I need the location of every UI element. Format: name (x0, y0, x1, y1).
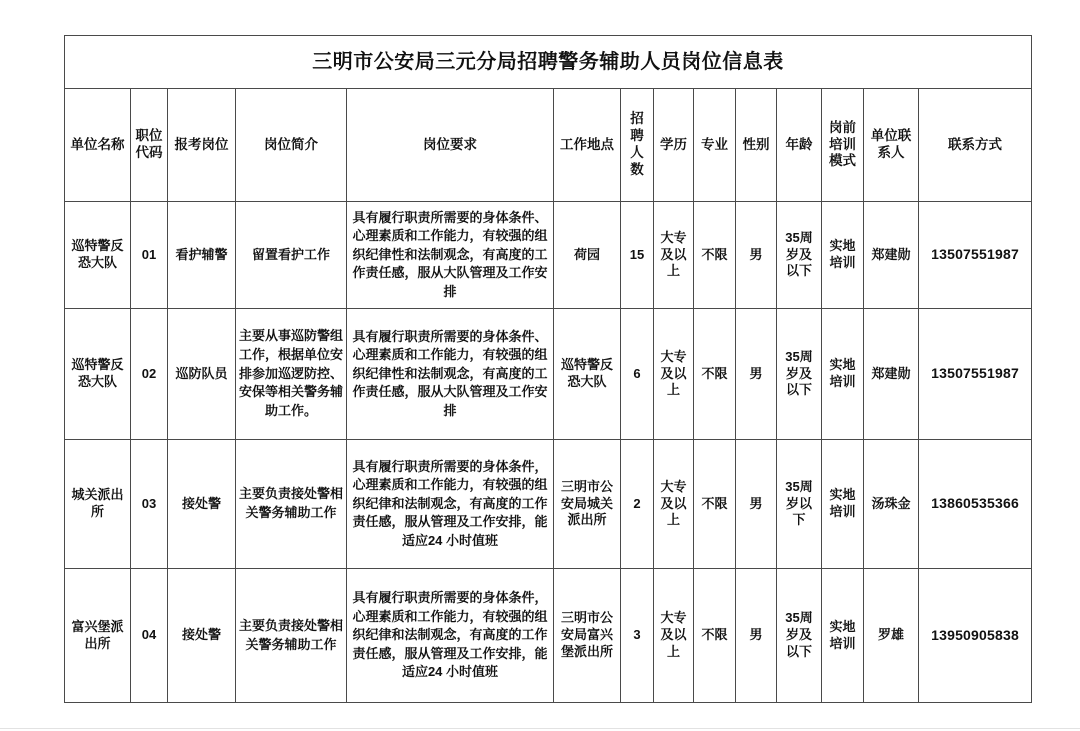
cell-place: 巡特警反恐大队 (554, 309, 621, 440)
cell-post: 接处警 (168, 440, 236, 569)
cell-training: 实地培训 (822, 440, 864, 569)
cell-education: 大专及以上 (654, 569, 694, 703)
cell-major: 不限 (694, 440, 736, 569)
cell-age: 35周岁及以下 (777, 309, 822, 440)
cell-post: 巡防队员 (168, 309, 236, 440)
cell-training: 实地培训 (822, 309, 864, 440)
cell-requirement: 具有履行职责所需要的身体条件，心理素质和工作能力，有较强的组织纪律和法制观念，有高度的工作责任感，服从管理及工作安排，能适应24 小时值班 (347, 569, 554, 703)
column-header-code: 职位代码 (131, 89, 168, 202)
cell-education: 大专及以上 (654, 309, 694, 440)
job-information-table (64, 35, 1032, 703)
cell-brief: 主要负责接处警相关警务辅助工作 (236, 569, 347, 703)
table-row (65, 309, 1032, 440)
cell-count: 6 (621, 309, 654, 440)
cell-code: 04 (131, 569, 168, 703)
table-row (65, 440, 1032, 569)
cell-age: 35周岁及以下 (777, 569, 822, 703)
cell-contact-person: 汤珠金 (864, 440, 919, 569)
cell-brief: 主要负责接处警相关警务辅助工作 (236, 440, 347, 569)
cell-training: 实地培训 (822, 202, 864, 309)
column-header-count: 招聘人数 (621, 89, 654, 202)
page-title: 三明市公安局三元分局招聘警务辅助人员岗位信息表 (65, 36, 1032, 89)
cell-contact-method: 13860535366 (919, 440, 1032, 569)
cell-education: 大专及以上 (654, 202, 694, 309)
column-header-requirement: 岗位要求 (347, 89, 554, 202)
column-header-age: 年龄 (777, 89, 822, 202)
cell-brief: 主要从事巡防警组工作，根据单位安排参加巡逻防控、安保等相关警务辅助工作。 (236, 309, 347, 440)
cell-unit: 富兴堡派出所 (65, 569, 131, 703)
table-header-row (65, 89, 1032, 202)
cell-post: 看护辅警 (168, 202, 236, 309)
cell-training: 实地培训 (822, 569, 864, 703)
cell-contact-person: 郑建勋 (864, 202, 919, 309)
cell-major: 不限 (694, 309, 736, 440)
cell-requirement: 具有履行职责所需要的身体条件，心理素质和工作能力，有较强的组织纪律和法制观念，有高度的工作责任感，服从管理及工作安排，能适应24 小时值班 (347, 440, 554, 569)
cell-contact-method: 13507551987 (919, 202, 1032, 309)
cell-brief: 留置看护工作 (236, 202, 347, 309)
column-header-place: 工作地点 (554, 89, 621, 202)
cell-age: 35周岁及以下 (777, 202, 822, 309)
cell-code: 01 (131, 202, 168, 309)
cell-major: 不限 (694, 569, 736, 703)
cell-contact-method: 13507551987 (919, 309, 1032, 440)
column-header-unit: 单位名称 (65, 89, 131, 202)
column-header-brief: 岗位简介 (236, 89, 347, 202)
cell-place: 三明市公安局富兴堡派出所 (554, 569, 621, 703)
cell-place: 三明市公安局城关派出所 (554, 440, 621, 569)
column-header-training: 岗前培训模式 (822, 89, 864, 202)
cell-gender: 男 (736, 202, 777, 309)
cell-gender: 男 (736, 309, 777, 440)
table-title-row (65, 36, 1032, 89)
column-header-post: 报考岗位 (168, 89, 236, 202)
cell-gender: 男 (736, 440, 777, 569)
cell-major: 不限 (694, 202, 736, 309)
cell-count: 3 (621, 569, 654, 703)
cell-contact-person: 罗雄 (864, 569, 919, 703)
column-header-gender: 性别 (736, 89, 777, 202)
cell-education: 大专及以上 (654, 440, 694, 569)
cell-unit: 城关派出所 (65, 440, 131, 569)
cell-contact-person: 郑建勋 (864, 309, 919, 440)
cell-requirement: 具有履行职责所需要的身体条件、心理素质和工作能力，有较强的组织纪律性和法制观念，有高度的工作责任感，服从大队管理及工作安排 (347, 309, 554, 440)
table-row (65, 202, 1032, 309)
cell-unit: 巡特警反恐大队 (65, 309, 131, 440)
cell-place: 荷园 (554, 202, 621, 309)
column-header-education: 学历 (654, 89, 694, 202)
column-header-major: 专业 (694, 89, 736, 202)
column-header-contact-method: 联系方式 (919, 89, 1032, 202)
cell-unit: 巡特警反恐大队 (65, 202, 131, 309)
cell-gender: 男 (736, 569, 777, 703)
cell-requirement: 具有履行职责所需要的身体条件、心理素质和工作能力，有较强的组织纪律性和法制观念，有高度的工作责任感，服从大队管理及工作安排 (347, 202, 554, 309)
table-row (65, 569, 1032, 703)
cell-code: 03 (131, 440, 168, 569)
cell-contact-method: 13950905838 (919, 569, 1032, 703)
page-bottom-divider (0, 728, 1080, 729)
cell-count: 2 (621, 440, 654, 569)
column-header-contact-person: 单位联系人 (864, 89, 919, 202)
cell-age: 35周岁以下 (777, 440, 822, 569)
cell-post: 接处警 (168, 569, 236, 703)
cell-count: 15 (621, 202, 654, 309)
cell-code: 02 (131, 309, 168, 440)
